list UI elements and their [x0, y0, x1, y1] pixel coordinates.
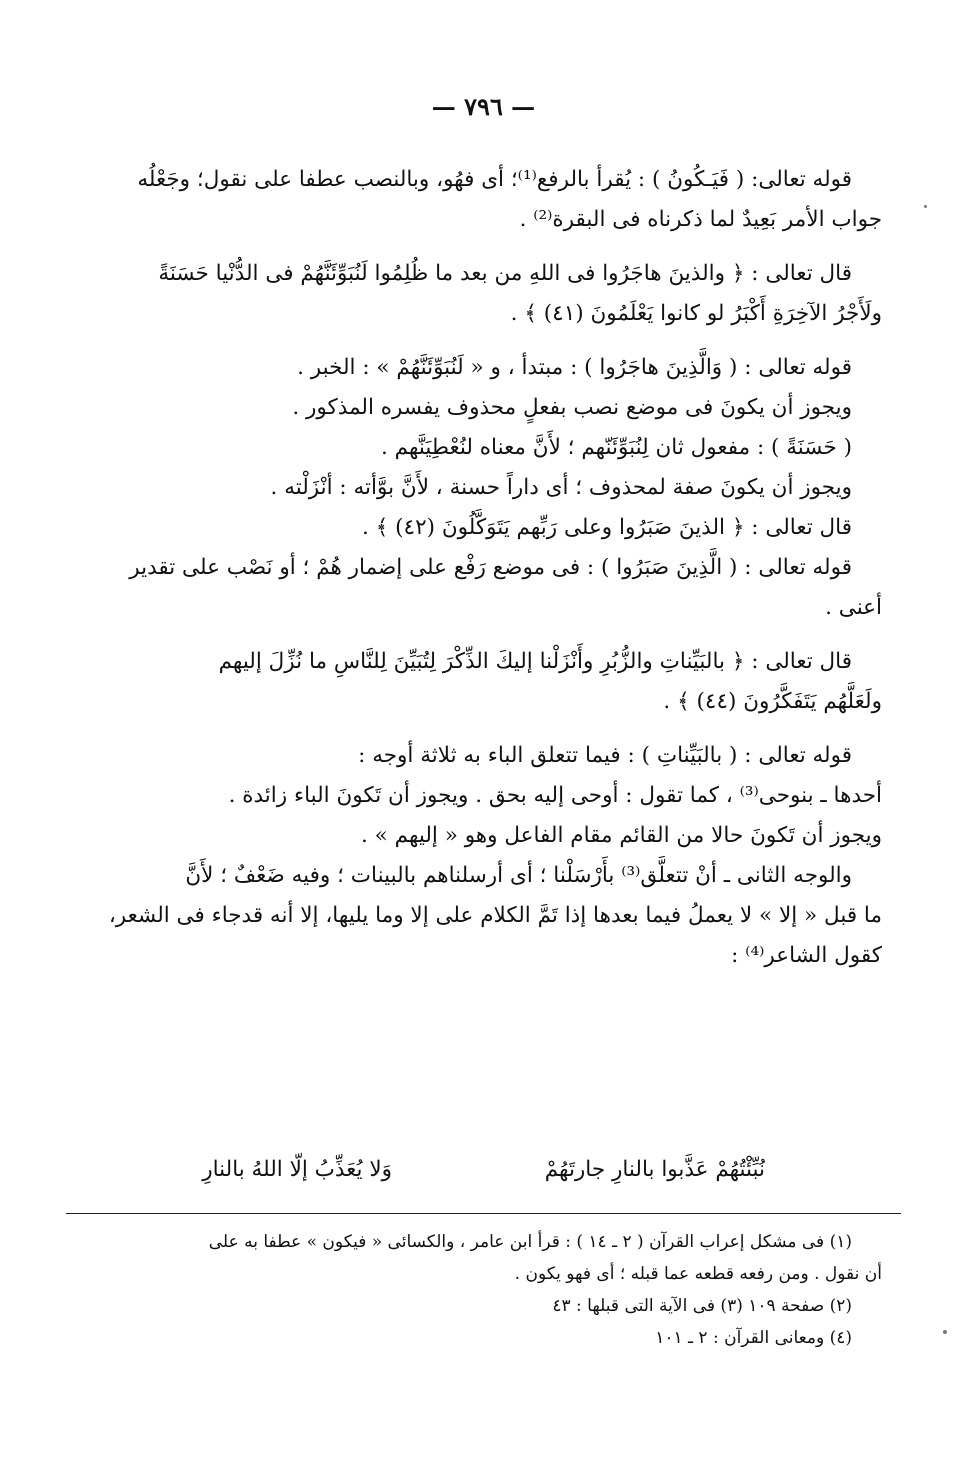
body-line: ويجوز أن يكونَ فى موضع نصب بفعلٍ محذوف يفسره المذكور .: [292, 395, 852, 420]
body-text: [82, 160, 882, 976]
body-line: والوجه الثانى ـ أنْ تتعلَّق⁽³⁾ بأَرْسَلْنا ؛ أى أرسلناهم بالبينات ؛ وفيه ضَعْفٌ ؛ لأَنَّ: [185, 863, 852, 888]
body-line: أعنى .: [825, 595, 882, 620]
body-line: قال تعالى : ﴿ بالبَيِّناتِ والزُّبُرِ وأَنْزَلْنا إليكَ الذِّكْرَ لِتُبَيِّنَ لِلنَّاسِ ما نُزِّلَ إليهم: [218, 649, 852, 674]
poem-first-hemistich: نُبِّئْتُهُمْ عَذَّبوا بالنارِ جارتَهُمْ: [544, 1157, 765, 1182]
body-line: قوله تعالى: ( فَيَـكُونُ ) : يُقرأ بالرفع⁽¹⁾؛ أى فهُو، وبالنصب عطفا على نقول؛ وجَعْلُه: [137, 167, 852, 192]
paragraph-gap: [82, 240, 882, 254]
poem-verse: [0, 1150, 967, 1190]
body-line: ويجوز أن تَكونَ حالا من القائم مقام الفاعل وهو « إليهم » .: [360, 823, 882, 848]
paragraph-gap: [82, 628, 882, 642]
body-line: قوله تعالى : ( وَالَّذِينَ هاجَرُوا ) : مبتدأ ، و « لَنُبَوِّئَنَّهُمْ » : الخبر .: [297, 355, 852, 380]
body-line: جواب الأمر بَعِيدٌ لما ذكرناه فى البقرة⁽²⁾ .: [519, 207, 882, 232]
poem-second-hemistich: وَلا يُعَذِّبُ إلّا اللهُ بالنارِ: [202, 1157, 392, 1182]
body-line: قوله تعالى : ( الَّذِينَ صَبَرُوا ) : فى موضع رَفْع على إضمار هُمْ ؛ أو نَصْب على تقدير: [129, 555, 852, 580]
body-line: ما قبل « إلا » لا يعملُ فيما بعدها إذا تَمَّ الكلام على إلا وما يليها، إلا أنه قدجاء فى الشعر،: [108, 903, 882, 928]
footnote-line: (٢) صفحة ١٠٩ (٣) فى الآية التى قبلها : ٤٣: [552, 1296, 852, 1316]
body-line: ( حَسَنَةً ) : مفعول ثان لِنُبَوِّئَنّهم ؛ لأَنَّ معناه لنُعْطِيَنَّهم .: [381, 435, 852, 460]
body-line: أحدها ـ بنوحى⁽³⁾ ، كما تقول : أوحى إليه بحق . ويجوز أن تَكونَ الباء زائدة .: [228, 783, 882, 808]
scan-speck: [924, 205, 927, 208]
scan-speck: [943, 1330, 947, 1334]
body-line: ويجوز أن يكونَ صفة لمحذوف ؛ أى داراً حسنة ، لأَنَّ بوَّأته : أنْزَلْته .: [270, 475, 852, 500]
body-line: ولَأَجْرُ الآخِرَةِ أَكْبَرُ لو كانوا يَعْلَمُونَ (٤١) ﴾ .: [510, 301, 882, 326]
footnote-separator: [66, 1213, 901, 1214]
footnotes: [82, 1226, 882, 1354]
footnote-line: (٤) ومعانى القرآن : ٢ ـ ١٠١: [655, 1328, 852, 1348]
body-line: ولَعَلَّهُم يَتَفَكَّرُونَ (٤٤) ﴾ .: [663, 689, 882, 714]
body-line: قال تعالى : ﴿ والذينَ هاجَرُوا فى اللهِ من بعد ما ظُلِمُوا لَنُبَوِّئَنَّهُمْ فى الدُّنْيا حَسَنَةً: [158, 261, 852, 286]
body-line: قال تعالى : ﴿ الذينَ صَبَرُوا وعلى رَبِّهم يَتَوَكَّلُونَ (٤٢) ﴾ .: [362, 515, 852, 540]
page-number: — ٧٩٦ —: [431, 92, 536, 121]
body-line: قوله تعالى : ( بالبَيِّناتِ ) : فيما تتعلق الباء به ثلاثة أوجه :: [358, 743, 852, 768]
footnote-line: أن نقول . ومن رفعه قطعه عما قبله ؛ أى فهو يكون .: [514, 1264, 882, 1284]
body-line: كقول الشاعر⁽⁴⁾ :: [731, 943, 882, 968]
paragraph-gap: [82, 722, 882, 736]
paragraph-gap: [82, 334, 882, 348]
footnote-line: (١) فى مشكل إعراب القرآن ( ٢ ـ ١٤ ) : قرأ ابن عامر ، والكسائى « فيكون » عطفا به على: [208, 1232, 852, 1252]
